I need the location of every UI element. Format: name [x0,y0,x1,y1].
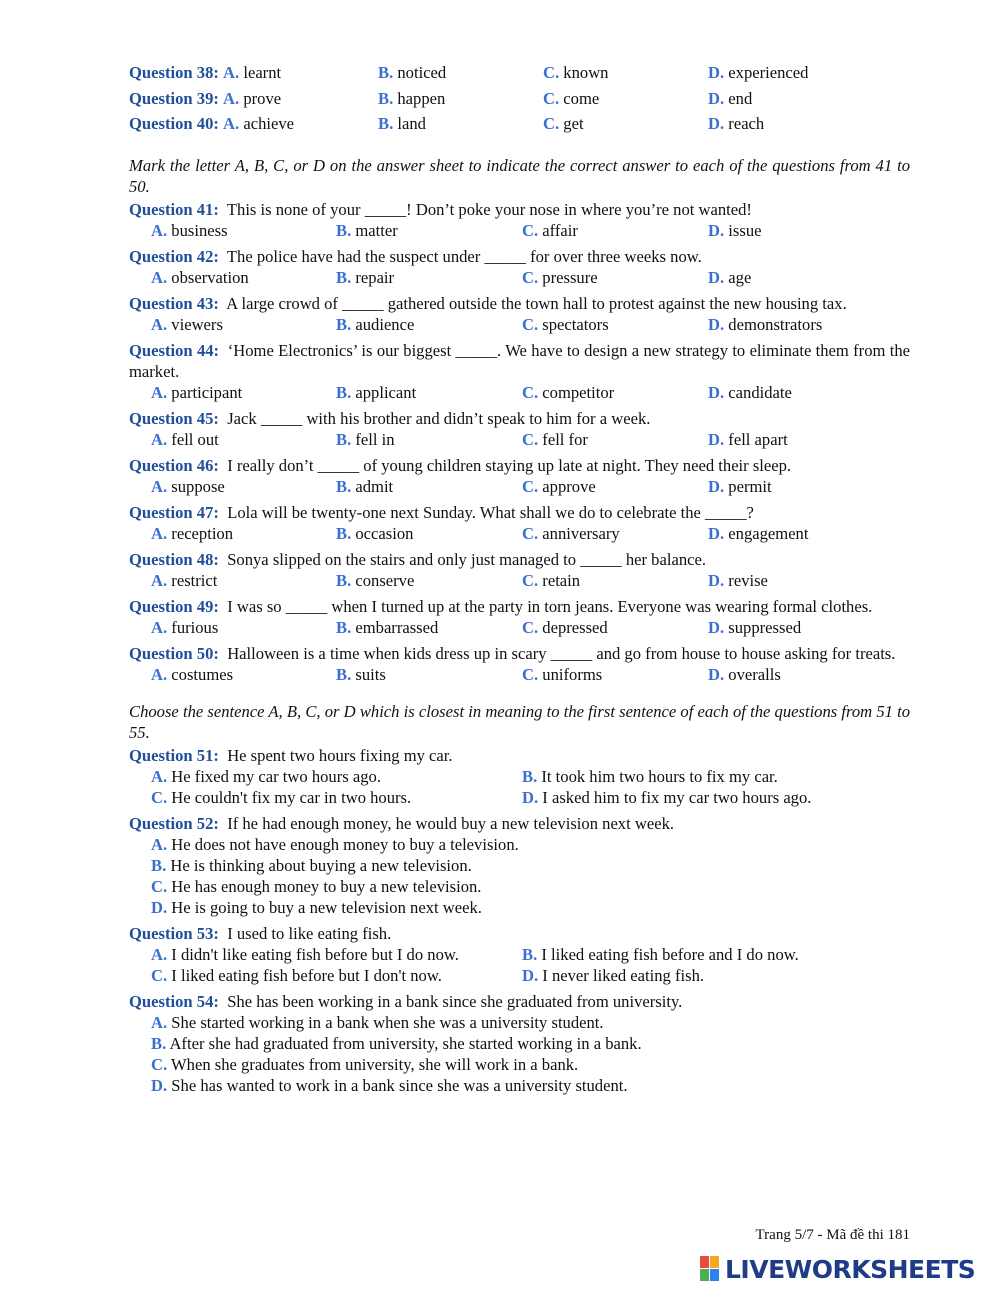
option-a: fell out [171,429,219,449]
brand-blocks-icon [700,1256,720,1282]
question-42 [129,246,910,288]
options-row [151,220,910,241]
option-letter: A. [151,429,168,449]
option-b: fell in [355,429,395,449]
option-a: participant [171,382,243,402]
option-letter: D. [708,382,725,402]
options-row [151,476,910,497]
option-letter: C. [522,267,539,287]
option-d: end [728,88,753,108]
option-d: demonstrators [728,314,823,334]
option-b: embarrassed [355,617,439,637]
option-letter: A. [151,617,168,637]
question-stem: The police have had the suspect under _____ for over three weeks now. [226,246,702,266]
option-a: I didn't like eating fish before but I do now. [171,944,459,964]
option-a: suppose [171,476,225,496]
option-d: engagement [728,523,809,543]
question-label: Question 38: [129,63,219,82]
option-a-item [151,220,228,241]
option-d: experienced [728,63,809,82]
question-48 [129,549,910,591]
question-label: Question 44: [129,340,220,360]
option-a-line [151,1012,910,1033]
options-row [151,523,910,544]
option-letter: A. [151,664,168,684]
option-b-item [336,267,394,288]
option-letter: D. [708,267,725,287]
question-stem: He spent two hours fixing my car. [227,745,453,765]
option-letter: D. [151,1075,168,1095]
option-d-item [708,664,781,685]
option-c: depressed [542,617,608,637]
brand-block [710,1269,719,1281]
option-d: age [728,267,752,287]
option-a: reception [171,523,234,543]
option-letter: D. [151,897,168,917]
option-letter: D. [708,220,725,240]
exam-page [129,62,910,1101]
option-letter: A. [151,834,168,854]
option-b-item [336,382,416,403]
option-d: She has wanted to work in a bank since she was a university student. [171,1075,628,1095]
option-letter: C. [151,876,168,896]
option-d: candidate [728,382,792,402]
option-b-item [336,314,414,335]
question-stem: I was so _____ when I turned up at the party in torn jeans. Everyone was wearing formal clothes. [227,596,873,616]
question-line [129,246,910,267]
option-d: issue [728,220,762,240]
option-letter: B. [378,63,394,82]
brand-block [700,1256,709,1268]
option-letter: A. [151,267,168,287]
option-b: happen [397,88,446,108]
option-letter: D. [708,88,725,108]
option-d-line [151,897,910,918]
option-a: prove [243,88,282,108]
option-a-item [151,429,219,450]
options-row [151,664,910,685]
option-c-item [522,429,588,450]
option-c: pressure [542,267,598,287]
option-a: learnt [243,63,282,82]
option-b: After she had graduated from university, she started working in a bank. [169,1033,642,1053]
options-row [151,429,910,450]
question-53 [129,923,910,986]
option-letter: A. [151,570,168,590]
option-letter: C. [522,523,539,543]
option-letter: B. [336,523,352,543]
option-d-item [708,382,792,403]
option-letter: A. [151,220,168,240]
question-label: Question 39: [129,88,219,108]
option-c: competitor [542,382,615,402]
option-c: uniforms [542,664,603,684]
question-line [129,340,910,382]
option-d-item [708,220,761,241]
option-c-item [522,382,614,403]
question-stem: I used to like eating fish. [227,923,392,943]
option-c: get [563,114,584,133]
option-b-item [336,429,395,450]
question-line [129,408,910,429]
options-row [151,965,910,986]
question-stem: She has been working in a bank since she graduated from university. [227,991,683,1011]
question-label: Question 43: [129,293,219,313]
option-letter: B. [336,570,352,590]
option-b: audience [355,314,415,334]
option-letter: D. [708,617,725,637]
question-line [129,199,910,220]
options-row [151,617,910,638]
option-c: anniversary [542,523,620,543]
option-letter: C. [522,429,539,449]
option-b-item [336,476,393,497]
options-row [151,382,910,403]
option-letter: A. [223,88,240,108]
option-d-line [151,1075,910,1096]
question-41 [129,199,910,241]
question-label: Question 49: [129,596,219,616]
question-line [129,455,910,476]
option-letter: B. [522,766,538,786]
option-letter: D. [708,570,725,590]
option-b: occasion [355,523,414,543]
option-a-item [151,476,225,497]
question-label: Question 40: [129,114,219,133]
option-b: repair [355,267,395,287]
option-d-item [708,617,801,638]
option-b-line [151,855,910,876]
option-letter: C. [543,63,560,82]
option-b: It took him two hours to fix my car. [541,766,778,786]
option-letter: C. [543,114,560,133]
option-d-item [708,523,808,544]
option-b: suits [355,664,386,684]
options-row [151,570,910,591]
option-letter: A. [223,114,240,133]
option-c: approve [542,476,596,496]
option-a-item [151,267,249,288]
option-d-item [708,314,822,335]
options-row [151,314,910,335]
option-a-item [151,314,223,335]
option-a: furious [171,617,219,637]
question-label: Question 41: [129,199,219,219]
option-c-item [522,476,596,497]
option-letter: B. [336,429,352,449]
option-d-item [708,267,751,288]
question-50 [129,643,910,685]
options-row [151,787,910,808]
question-38 [129,62,910,88]
option-b: matter [355,220,398,240]
question-label: Question 50: [129,643,219,663]
option-letter: B. [522,944,538,964]
question-51 [129,745,910,808]
question-54 [129,991,910,1096]
option-b: I liked eating fish before and I do now. [541,944,799,964]
question-stem: I really don’t _____ of young children staying up late at night. They need their sleep. [227,455,792,475]
option-c: He couldn't fix my car in two hours. [171,787,412,807]
option-letter: C. [522,382,539,402]
option-b-item [336,220,398,241]
option-letter: A. [223,63,240,82]
option-c: known [563,63,609,82]
option-d: suppressed [728,617,802,637]
option-d: permit [728,476,772,496]
option-letter: D. [708,476,725,496]
option-b: He is thinking about buying a new television. [170,855,472,875]
question-label: Question 42: [129,246,219,266]
option-c: come [563,88,600,108]
question-label: Question 45: [129,408,219,428]
question-label: Question 54: [129,991,219,1011]
question-stem: ‘Home Electronics’ is our biggest _____. We have to design a new strategy to eliminate them from the market. [129,340,911,381]
question-line [129,293,910,314]
option-a: observation [171,267,249,287]
option-letter: C. [522,476,539,496]
option-b-item [336,523,413,544]
question-stem: Jack _____ with his brother and didn’t speak to him for a week. [227,408,651,428]
option-letter: D. [708,314,725,334]
question-46 [129,455,910,497]
option-b-item [336,570,414,591]
option-a: He does not have enough money to buy a television. [171,834,519,854]
option-a: achieve [243,114,295,133]
option-c: fell for [542,429,588,449]
option-a-item [151,523,233,544]
option-letter: A. [151,766,168,786]
option-c-item [522,220,578,241]
question-stem: If he had enough money, he would buy a new television next week. [227,813,675,833]
question-line [129,549,910,570]
vocabulary-questions [129,199,910,685]
brand-block [700,1269,709,1281]
option-c: When she graduates from university, she will work in a bank. [171,1054,579,1074]
option-letter: B. [336,617,352,637]
question-stem: Halloween is a time when kids dress up in scary _____ and go from house to house asking for treats. [227,643,896,663]
option-c-item [522,664,602,685]
option-b: noticed [397,63,447,82]
option-c-line [151,1054,910,1075]
question-label: Question 52: [129,813,219,833]
options-row [151,766,910,787]
option-letter: A. [151,382,168,402]
option-a-item [151,570,217,591]
option-b: applicant [355,382,417,402]
page-footer: Trang 5/7 - Mã đề thi 181 [755,1227,910,1243]
option-letter: C. [522,664,539,684]
option-b-item [336,664,386,685]
option-letter: D. [522,787,539,807]
option-b-item [336,617,438,638]
option-letter: B. [378,88,394,108]
option-a-item [151,382,242,403]
question-47 [129,502,910,544]
instruction-vocabulary: Mark the letter A, B, C, or D on the answer sheet to indicate the correct answer to each of the questions from 41 to 50. [129,155,910,196]
option-d: overalls [728,664,781,684]
option-c: spectators [542,314,609,334]
question-49 [129,596,910,638]
option-letter: B. [336,382,352,402]
option-b: conserve [355,570,415,590]
option-d-item [708,476,772,497]
option-d: reach [728,114,765,133]
option-d: I asked him to fix my car two hours ago. [542,787,812,807]
option-c: affair [542,220,578,240]
option-c-item [522,523,620,544]
option-letter: B. [336,314,352,334]
option-letter: D. [708,429,725,449]
option-letter: B. [336,664,352,684]
question-label: Question 53: [129,923,219,943]
option-letter: A. [151,1012,168,1032]
question-39 [129,88,910,114]
question-52 [129,813,910,918]
option-d: revise [728,570,768,590]
question-45 [129,408,910,450]
option-d: I never liked eating fish. [542,965,705,985]
option-letter: C. [151,787,168,807]
option-letter: B. [336,267,352,287]
question-label: Question 51: [129,745,219,765]
option-letter: C. [522,314,539,334]
option-letter: A. [151,523,168,543]
option-letter: D. [708,664,725,684]
brand-name: LIVEWORKSHEETS [725,1254,976,1284]
instruction-rewrite: Choose the sentence A, B, C, or D which is closest in meaning to the first sentence of each of the questions from 51 to 55. [129,701,910,742]
question-stem: This is none of your _____! Don’t poke your nose in where you’re not wanted! [226,199,752,219]
cloze-answers [129,62,910,139]
option-d-item [708,570,768,591]
options-row [151,944,910,965]
option-letter: D. [708,63,725,82]
option-c-item [522,314,609,335]
option-a-item [151,664,233,685]
options-row [151,267,910,288]
option-c: retain [542,570,581,590]
liveworksheets-logo[interactable] [700,1254,975,1284]
option-b: admit [355,476,394,496]
option-letter: C. [151,1054,168,1074]
option-a: She started working in a bank when she was a university student. [171,1012,604,1032]
question-label: Question 46: [129,455,219,475]
brand-block [710,1256,719,1268]
option-letter: C. [522,220,539,240]
question-stem: A large crowd of _____ gathered outside the town hall to protest against the new housing tax. [226,293,847,313]
option-letter: B. [151,1033,167,1053]
option-letter: B. [336,220,352,240]
option-letter: C. [151,965,168,985]
option-a: business [171,220,228,240]
question-40 [129,113,910,139]
option-letter: A. [151,944,168,964]
option-a: costumes [171,664,234,684]
question-label: Question 47: [129,502,219,522]
option-c: He has enough money to buy a new television. [171,876,482,896]
option-letter: B. [151,855,167,875]
option-c-item [522,617,608,638]
option-c-item [522,570,580,591]
option-letter: A. [151,314,168,334]
option-c: I liked eating fish before but I don't now. [171,965,442,985]
question-stem: Sonya slipped on the stairs and only just managed to _____ her balance. [227,549,706,569]
option-c-item [522,267,598,288]
question-line [129,596,910,617]
option-a: restrict [171,570,218,590]
option-letter: B. [336,476,352,496]
option-letter: D. [708,114,725,133]
option-d: fell apart [728,429,788,449]
option-a: He fixed my car two hours ago. [171,766,381,786]
option-letter: D. [708,523,725,543]
question-line [129,643,910,664]
option-d: He is going to buy a new television next week. [171,897,482,917]
question-stem: Lola will be twenty-one next Sunday. What shall we do to celebrate the _____? [227,502,754,522]
option-a: viewers [171,314,223,334]
option-letter: C. [522,570,539,590]
option-d-item [708,429,788,450]
question-line [129,502,910,523]
option-c-line [151,876,910,897]
option-a-item [151,617,218,638]
option-b-line [151,1033,910,1054]
option-b: land [397,114,426,133]
option-letter: B. [378,114,394,133]
option-letter: C. [543,88,560,108]
question-label: Question 48: [129,549,219,569]
question-43 [129,293,910,335]
question-44 [129,340,910,403]
option-letter: A. [151,476,168,496]
option-letter: C. [522,617,539,637]
option-letter: D. [522,965,539,985]
option-a-line [151,834,910,855]
